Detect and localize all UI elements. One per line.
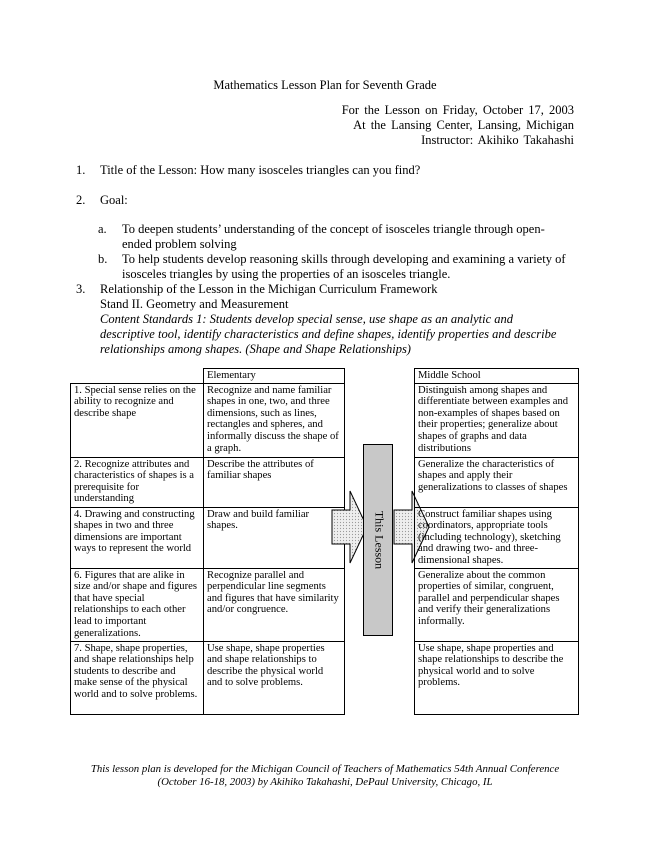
section-2-heading: Goal: <box>100 193 128 207</box>
elementary-cell: Describe the attributes of familiar shapes <box>204 457 345 507</box>
goal-a-text: To deepen students’ understanding of the concept of isosceles triangle through open-ended problem solving <box>122 222 545 251</box>
elementary-cell: Recognize parallel and perpendicular line segments and figures that have similarity and/or congruence. <box>204 568 345 641</box>
content-standards: Content Standards 1: Students develop special sense, use shape as an analytic and descriptive tool, identify characteristics and define shapes, identify properties and describe relationships among shapes. (Shape and Shape Relationships) <box>100 312 557 356</box>
lesson-instructor: Instructor: Akihiko Takahashi <box>421 133 574 147</box>
goal-a-label: a. <box>98 222 107 236</box>
strand-label: Stand II. Geometry and Measurement <box>100 297 289 311</box>
middle-school-table <box>414 368 579 715</box>
section-2-number: 2. <box>76 193 86 207</box>
elementary-header: Elementary <box>204 369 345 384</box>
this-lesson-label <box>364 445 392 635</box>
middle-school-cell: Distinguish among shapes and differentiate between examples and non-examples of shapes based on their properties; generalize about shapes of graphs and data distributions <box>415 383 579 457</box>
standard-cell: 7. Shape, shape properties, and shape relationships help students to describe and make sense of the physical world and to solve problems. <box>71 641 204 714</box>
section-3-heading: Relationship of the Lesson in the Michigan Curriculum Framework <box>100 282 438 296</box>
section-1-number: 1. <box>76 163 86 177</box>
elementary-cell: Draw and build familiar shapes. <box>204 507 345 568</box>
middle-school-header: Middle School <box>415 369 579 384</box>
svg-text:This Lesson: This Lesson <box>372 510 387 570</box>
elementary-cell: Use shape, shape properties and shape relationships to describe the physical world and to solve problems. <box>204 641 345 714</box>
goal-b <box>98 252 568 282</box>
this-lesson-box <box>363 444 393 636</box>
standard-cell: 1. Special sense relies on the ability to recognize and describe shape <box>71 383 204 457</box>
footer <box>0 763 650 789</box>
section-3 <box>76 282 576 357</box>
elementary-table <box>70 368 345 715</box>
middle-school-cell: Generalize about the common properties of similar, congruent, parallel and perpendicular shapes and verify their generalizations informally. <box>415 568 579 641</box>
lesson-location: At the Lansing Center, Lansing, Michigan <box>353 118 574 132</box>
footer-line-1: This lesson plan is developed for the Michigan Council of Teachers of Mathematics 54th Annual Conference <box>90 763 560 775</box>
elementary-cell: Recognize and name familiar shapes in one, two, and three dimensions, such as lines, rectangles and spheres, and informally discuss the shape of a graph. <box>204 383 345 457</box>
lesson-date: For the Lesson on Friday, October 17, 2003 <box>341 103 574 117</box>
document-title: Mathematics Lesson Plan for Seventh Grade <box>213 78 437 92</box>
section-1-text: Title of the Lesson: How many isosceles triangles can you find? <box>100 163 421 177</box>
middle-school-cell: Use shape, shape properties and shape relationships to describe the physical world and to solve problems. <box>415 641 579 714</box>
section-3-number: 3. <box>76 282 86 296</box>
standard-cell: 4. Drawing and constructing shapes in two and three dimensions are important ways to represent the world <box>71 507 204 568</box>
section-2 <box>76 193 576 208</box>
goal-b-label: b. <box>98 252 108 266</box>
standard-cell: 2. Recognize attributes and characteristics of shapes is a prerequisite for understanding <box>71 457 204 507</box>
middle-school-cell: Generalize the characteristics of shapes and apply their generalizations to classes of shapes <box>415 457 579 507</box>
goal-b-text: To help students develop reasoning skills through developing and examining a variety of isosceles triangles by using the properties of an isosceles triangle. <box>122 252 566 281</box>
middle-school-cell: Construct familiar shapes using coordinators, appropriate tools (including technology), sketching and drawing two- and three-dimensional shapes. <box>415 507 579 568</box>
standard-cell: 6. Figures that are alike in size and/or shape and figures that have special relationships to each other lead to important generalizations. <box>71 568 204 641</box>
goal-a <box>98 222 568 252</box>
blank-header-cell <box>71 369 204 384</box>
footer-line-2: (October 16-18, 2003) by Akihiko Takahashi, DePaul University, Chicago, IL <box>157 776 493 788</box>
section-1 <box>76 163 576 178</box>
